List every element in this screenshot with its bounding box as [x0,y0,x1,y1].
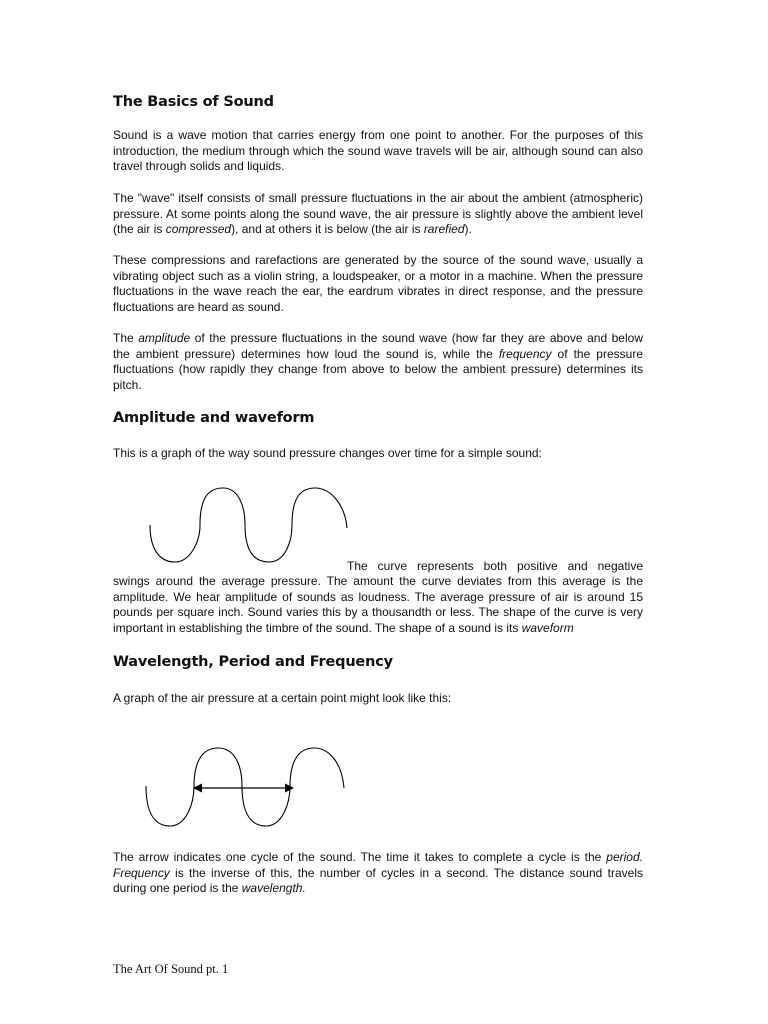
cycle-arrow [193,784,294,793]
paragraph-waveform-caption: swings around the average pressure. The amount the curve deviates from this average is the amplitude. We hear amplitude of sounds as loudness. The average pressure of air is around 15 pounds per square inch. Sound varies this by a thousandth or less. The shape of the curve is very important in establishing the timbre of the sound. The shape of a sound is its waveform [113,574,643,635]
sine-wave-curve-cycle [146,748,344,826]
heading-amplitude-waveform: Amplitude and waveform [113,410,315,426]
paragraph-amplitude-frequency: The amplitude of the pressure fluctuations in the sound wave (how far they are above and below the ambient pressure) determines how loud the sound is, while the frequency of the pressure fluctuations (how rapidly they change from above to below the ambient pressure) determines its pitch. [113,331,643,392]
paragraph-graph-intro: This is a graph of the way sound pressure changes over time for a simple sound: [113,446,542,460]
heading-wavelength-period-frequency: Wavelength, Period and Frequency [113,654,393,670]
page-footer: The Art Of Sound pt. 1 [113,962,229,976]
wavelength-figure [142,742,352,834]
paragraph-air-pressure-intro: A graph of the air pressure at a certain point might look like this: [113,691,452,705]
paragraph-compressions: These compressions and rarefactions are generated by the source of the sound wave, usually a vibrating object such as a violin string, a loudspeaker, or a motor in a machine. When the pressure fluctuations in the wave reach the ear, the eardrum vibrates in direct response, and the pressure fluctuations are heard as sound. [113,253,643,314]
waveform-caption-first-line: The curve represents both positive and negative [347,559,643,573]
paragraph-cycle-period: The arrow indicates one cycle of the sound. The time it takes to complete a cycle is the period. Frequency is the inverse of this, the number of cycles in a second. The distance sound travels during one period is the wavelength. [113,850,643,895]
paragraph-wave-consists: The "wave" itself consists of small pressure fluctuations in the air about the ambient (atmospheric) pressure. At some points along the sound wave, the air pressure is slightly above the ambient level (the air is compressed), and at others it is below (the air is rarefied). [113,191,643,236]
sine-wave-curve [150,488,347,562]
paragraph-sound-definition: Sound is a wave motion that carries energy from one point to another. For the purposes of this introduction, the medium through which the sound wave travels will be air, although sound can also travel through solids and liquids. [113,128,643,173]
heading-basics-of-sound: The Basics of Sound [113,94,274,110]
waveform-figure [145,480,355,570]
